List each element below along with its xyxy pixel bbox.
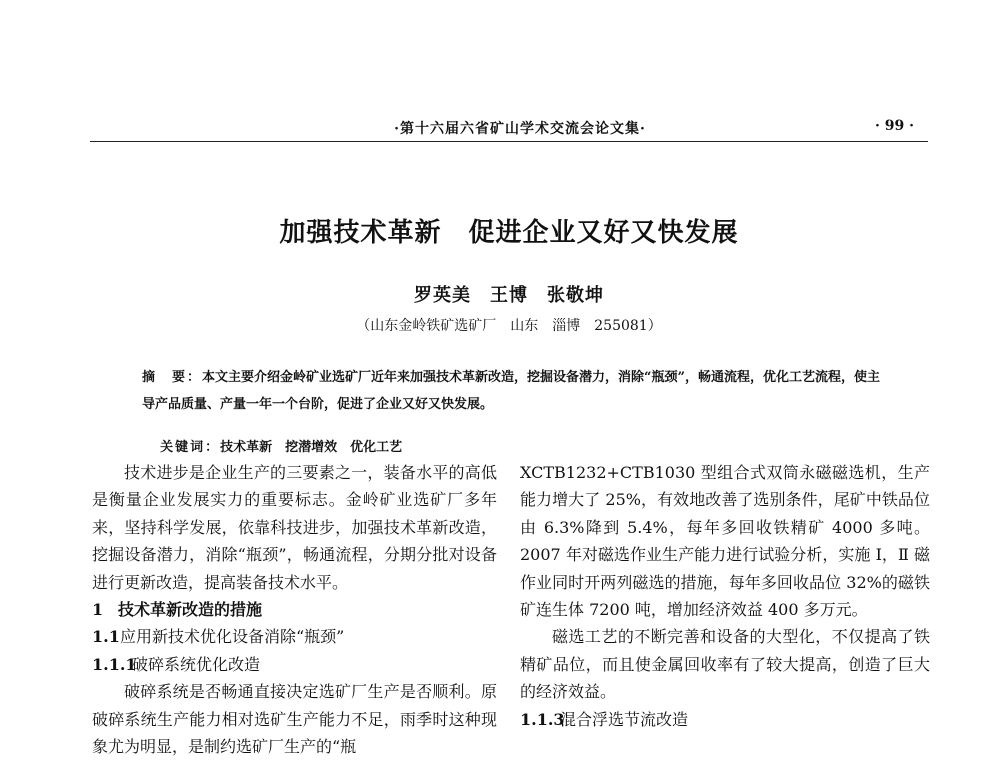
body-column-right [520, 459, 930, 733]
running-header [90, 116, 926, 140]
keywords-text: 技术革新 挖潜增效 优化工艺 [220, 440, 403, 455]
header-rule [90, 141, 928, 142]
subsubsection-heading [520, 706, 930, 733]
keywords-label: 关键词： [160, 440, 221, 455]
section-number: 1 [92, 600, 104, 620]
abstract-label: 摘 要： [142, 370, 203, 385]
body-paragraph: XCTB1232+CTB1030 型组合式双筒永磁磁选机，生产能力增大了 25%，有效地改善了选别条件，尾矿中铁品位由 6.3%降到 5.4%，每年多回收铁精矿 4000 多吨。2007 年对磁选作业生产能力进行试验分析，实施 Ⅰ，Ⅱ 磁作业同时开两列磁选的措施，每年多回收品位 32%的磁铁矿连生体 7200 吨，增加经济效益 400 多万元。 [520, 463, 930, 620]
body-paragraph: 破碎系统是否畅通直接决定选矿厂生产是否顺利。原破碎系统生产能力相对选矿生产能力不足，雨季时这种现象尤为明显，是制约选矿厂生产的“瓶 [92, 682, 497, 757]
paper-title: 加强技术革新 促进企业又好又快发展 [279, 218, 739, 248]
subsubsection-heading [92, 651, 497, 678]
abstract-text: 本文主要介绍金岭矿业选矿厂近年来加强技术革新改造，挖掘设备潜力，消除“瓶颈”，畅通流程，优化工艺流程，使主导产品质量、产量一年一个台阶，促进了企业又好又快发展。 [142, 370, 880, 412]
section-heading [92, 596, 497, 623]
body-paragraph: 技术进步是企业生产的三要素之一，装备水平的高低是衡量企业发展实力的重要标志。金岭矿业选矿厂多年来，坚持科学发展，依靠科技进步，加强技术革新改造，挖掘设备潜力，消除“瓶颈”，畅通流程，分期分批对设备进行更新改造，提高装备技术水平。 [92, 463, 497, 592]
page-number: · 99 · [875, 118, 914, 134]
subsection-heading [92, 623, 497, 650]
subsubsection-title: 破碎系统优化改造 [132, 654, 261, 674]
subsubsection-number: 1.1.3 [520, 709, 565, 729]
section-title: 技术革新改造的措施 [118, 600, 263, 620]
subsubsection-number: 1.1.1 [92, 654, 137, 674]
paper-affiliation: （山东金岭铁矿选矿厂 山东 淄博 255081） [356, 318, 662, 334]
running-title: ·第十六届六省矿山学术交流会论文集· [394, 121, 646, 137]
body-column-left [92, 459, 497, 760]
paper-authors: 罗英美 王博 张敬坤 [414, 285, 604, 306]
body-paragraph: 磁选工艺的不断完善和设备的大型化，不仅提高了铁精矿品位，而且使金属回收率有了较大提高，创造了巨大的经济效益。 [520, 627, 930, 702]
subsection-number: 1.1 [92, 627, 120, 647]
subsubsection-title: 混合浮选节流改造 [560, 709, 689, 729]
abstract [142, 364, 882, 418]
subsection-title: 应用新技术优化设备消除“瓶颈” [120, 627, 345, 647]
